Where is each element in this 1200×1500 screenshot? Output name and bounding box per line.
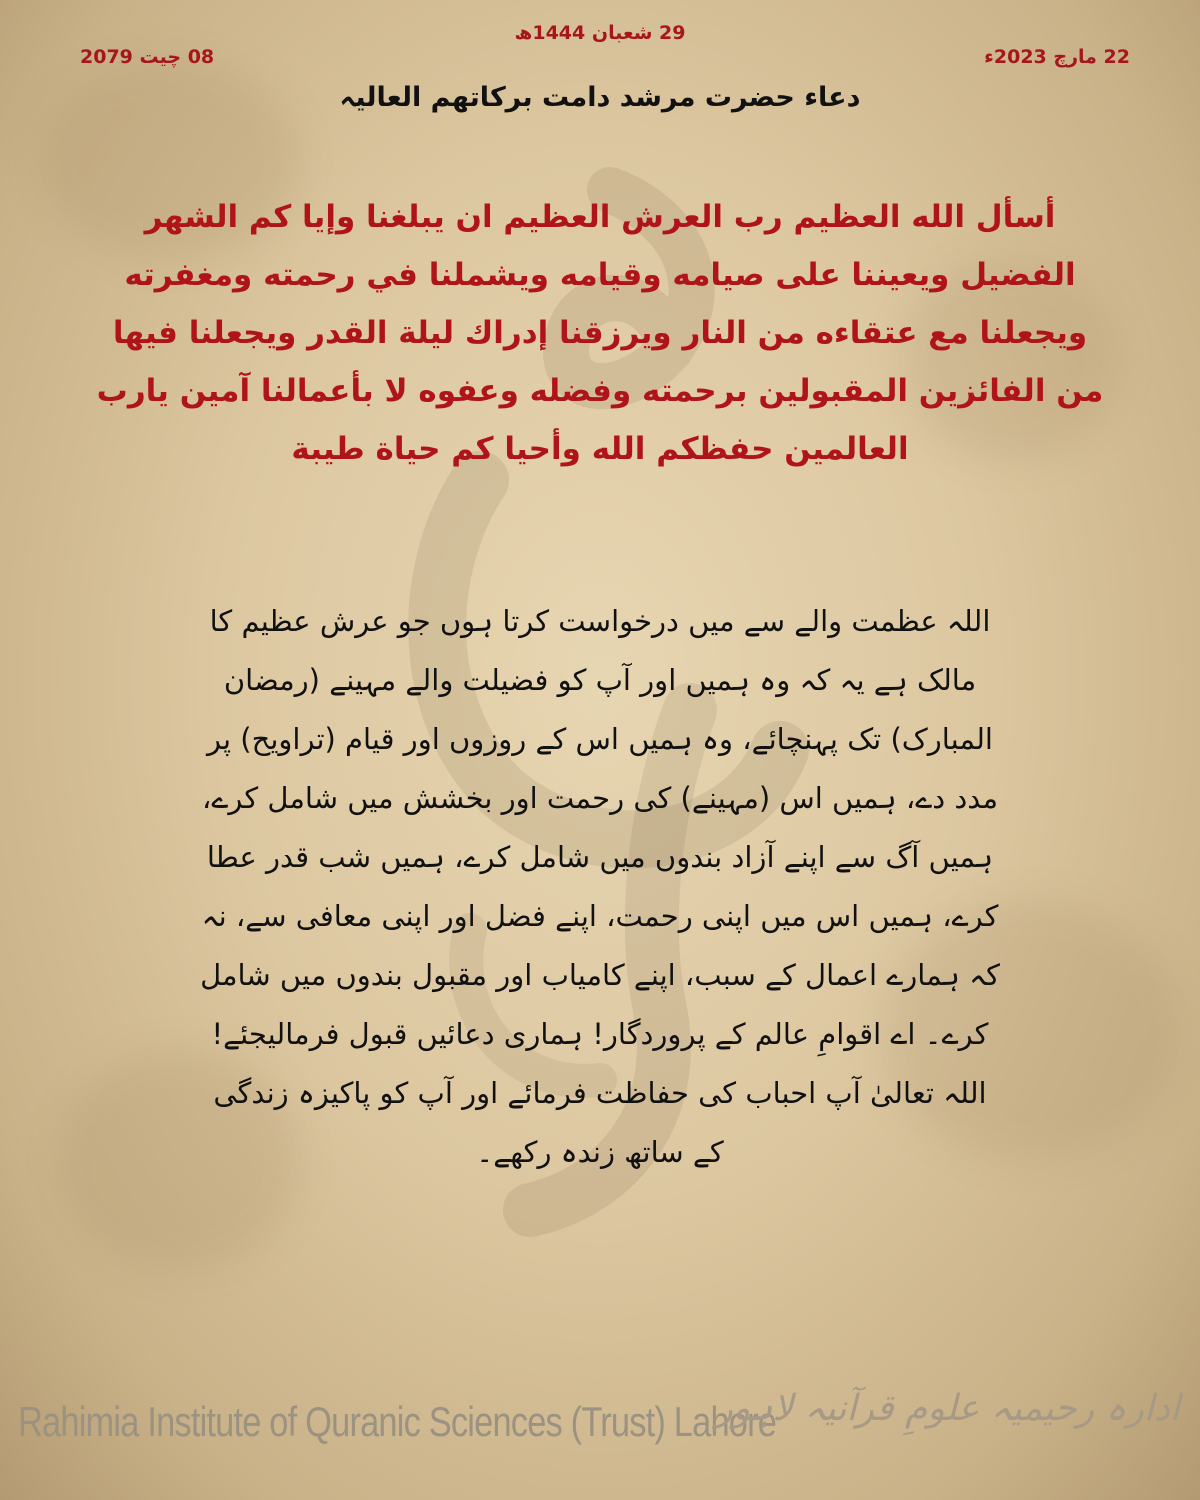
vikram-date: 08 چیت 2079 bbox=[80, 46, 215, 68]
arabic-prayer-text: أسأل الله العظيم رب العرش العظيم ان يبلغنا وإيا كم الشهر الفضيل ويعيننا على صيامه وقيامه ويشملنا في رحمته ومغفرته ويجعلنا مع عتقاءه من النار ويرزقنا إدراك ليلة القدر ويجعلنا فيها من الفائزين المقبولين برحمته وفضله وعفوه لا بأعمالنا آمين يارب العالمين حفظكم الله وأحيا كم حياة طيبة bbox=[96, 199, 1104, 467]
institute-name-urdu-logo: ادارہ رحیمیہ علومِ قرآنیہ لاہور bbox=[715, 1388, 1180, 1429]
hijri-date: 29 شعبان 1444ھ bbox=[514, 22, 686, 44]
urdu-translation-text: اللہ عظمت والے سے میں درخواست کرتا ہوں جو عرش عظیم کا مالک ہے یہ کہ وہ ہمیں اور آپ کو فضیلت والے مہینے (رمضان المبارک) تک پہنچائے، وہ ہمیں اس کے روزوں اور قیام (تراویح) پر مدد دے، ہمیں اس (مہینے) کی رحمت اور بخشش میں شامل کرے، ہمیں آگ سے اپنے آزاد بندوں میں شامل کرے، ہمیں شب قدر عطا کرے، ہمیں اس میں اپنی رحمت، اپنے فضل اور اپنی معافی سے، نہ کہ ہمارے اعمال کے سبب، اپنے کامیاب اور مقبول بندوں میں شامل کرے۔ اے اقوامِ عالم کے پروردگار! ہماری دعائیں قبول فرمالیجئے! اللہ تعالیٰ آپ احباب کی حفاظت فرمائے اور آپ کو پاکیزہ زندگی کے ساتھ زندہ رکھے۔ bbox=[200, 604, 1000, 1169]
institute-name-english: Rahimia Institute of Quranic Sciences (Trust) Lahore bbox=[18, 1398, 777, 1445]
page-title: دعاء حضرت مرشد دامت برکاتھم العالیہ bbox=[339, 82, 861, 113]
gregorian-date: 22 مارچ 2023ء bbox=[984, 46, 1130, 68]
